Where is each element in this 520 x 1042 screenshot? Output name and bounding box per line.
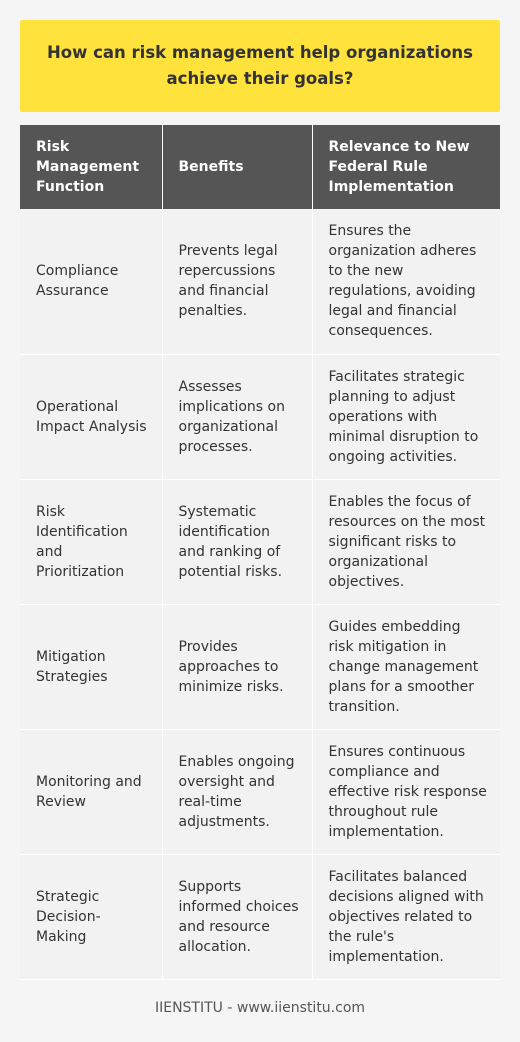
- footer-credit: IIENSTITU - www.iienstitu.com: [154, 1000, 366, 1016]
- table-row: [20, 729, 500, 854]
- cell-function: Strategic Decision-Making: [20, 854, 162, 979]
- column-header-relevance: Relevance to New Federal Rule Implementation: [312, 125, 500, 209]
- risk-management-table: [20, 125, 500, 980]
- cell-benefits: Enables ongoing oversight and real-time adjustments.: [162, 729, 312, 854]
- cell-benefits: Assesses implications on organizational processes.: [162, 354, 312, 479]
- cell-function: Operational Impact Analysis: [20, 354, 162, 479]
- table-row: [20, 604, 500, 729]
- cell-function: Compliance Assurance: [20, 209, 162, 354]
- title-banner: [20, 20, 500, 112]
- table-row: [20, 354, 500, 479]
- cell-benefits: Systematic identification and ranking of potential risks.: [162, 479, 312, 604]
- cell-relevance: Enables the focus of resources on the most significant risks to organizational objectives.: [312, 479, 500, 604]
- cell-relevance: Guides embedding risk mitigation in change management plans for a smoother transition.: [312, 604, 500, 729]
- cell-function: Risk Identification and Prioritization: [20, 479, 162, 604]
- cell-benefits: Prevents legal repercussions and financial penalties.: [162, 209, 312, 354]
- cell-relevance: Ensures continuous compliance and effective risk response throughout rule implementation.: [312, 729, 500, 854]
- table-header-row: [20, 125, 500, 209]
- table-row: [20, 479, 500, 604]
- column-header-function: Risk Management Function: [20, 125, 162, 209]
- table-row: [20, 209, 500, 354]
- cell-function: Mitigation Strategies: [20, 604, 162, 729]
- cell-benefits: Provides approaches to minimize risks.: [162, 604, 312, 729]
- page-title: How can risk management help organizations achieve their goals?: [47, 43, 473, 88]
- cell-function: Monitoring and Review: [20, 729, 162, 854]
- cell-benefits: Supports informed choices and resource allocation.: [162, 854, 312, 979]
- table-row: [20, 854, 500, 979]
- cell-relevance: Ensures the organization adheres to the new regulations, avoiding legal and financial consequences.: [312, 209, 500, 354]
- cell-relevance: Facilitates strategic planning to adjust operations with minimal disruption to ongoing activities.: [312, 354, 500, 479]
- cell-relevance: Facilitates balanced decisions aligned with objectives related to the rule's implementation.: [312, 854, 500, 979]
- column-header-benefits: Benefits: [162, 125, 312, 209]
